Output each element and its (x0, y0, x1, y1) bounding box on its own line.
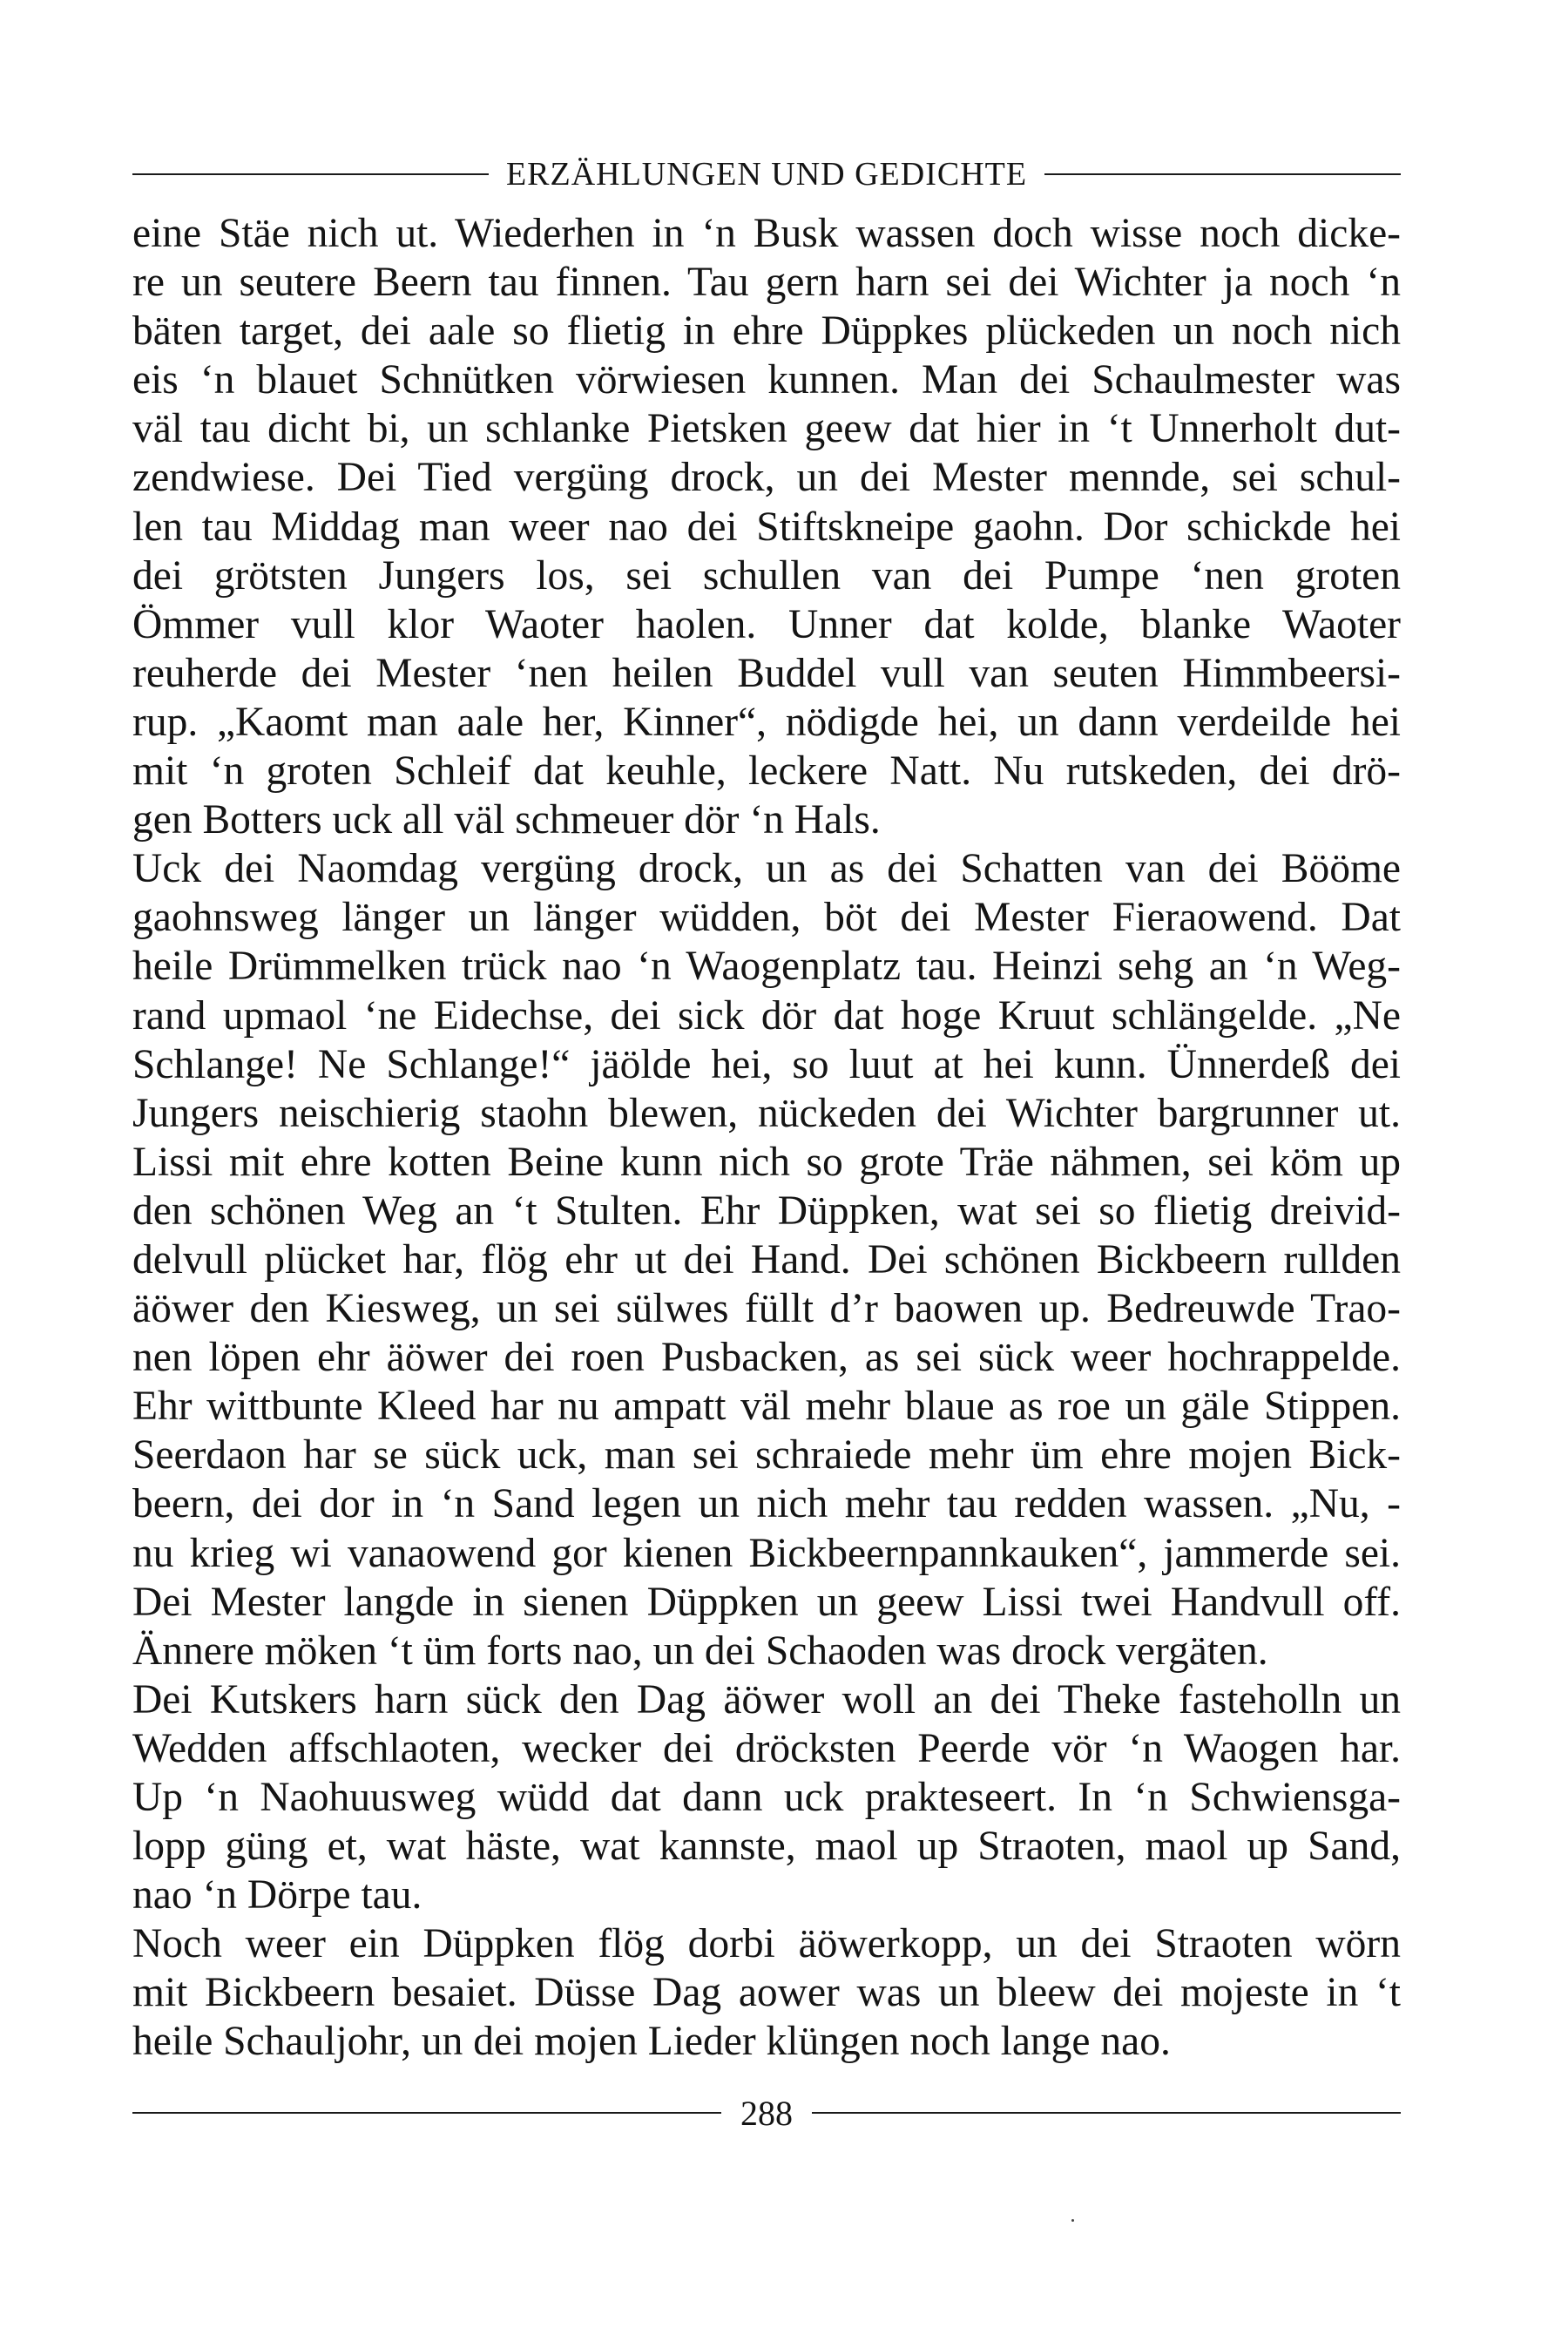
text-line: den schönen Weg an ‘t Stulten. Ehr Düppken, wat sei so flietig dreivid- (132, 1188, 1401, 1234)
text-line: Noch weer ein Düppken flög dorbi äöwerkopp, un dei Straoten wörn (132, 1921, 1401, 1967)
text-line: bäten target, dei aale so flietig in ehre Düppkes plückeden un noch nich (132, 308, 1401, 355)
body-text (132, 209, 1401, 2067)
text-line: Up ‘n Naohuusweg wüdd dat dann uck prakteseert. In ‘n Schwiensga- (132, 1775, 1401, 1820)
text-line: äöwer den Kiesweg, un sei sülwes füllt d’r baowen up. Bedreuwde Trao- (132, 1286, 1401, 1332)
text-line: väl tau dicht bi, un schlanke Pietsken geew dat hier in ‘t Unnerholt dut- (132, 406, 1401, 452)
text-line: gaohnsweg länger un länger wüdden, böt dei Mester Fieraowend. Dat (132, 895, 1401, 941)
text-line: Jungers neischierig staohn blewen, nückeden dei Wichter bargrunner ut. (132, 1090, 1401, 1136)
text-line: dei grötsten Jungers los, sei schullen van dei Pumpe ‘nen groten (132, 552, 1401, 599)
text-line: mit Bickbeern besaiet. Düsse Dag aower was un bleew dei mojeste in ‘t (132, 1970, 1401, 2016)
text-line: gen Botters uck all väl schmeuer dör ‘n Hals. (132, 797, 881, 843)
text-line: beern, dei dor in ‘n Sand legen un nich mehr tau redden wassen. „Nu, - (132, 1481, 1401, 1527)
text-line: eis ‘n blauet Schnütken vörwiesen kunnen. Man dei Schaulmester was (132, 357, 1401, 403)
text-line: Wedden affschlaoten, wecker dei dröcksten Peerde vör ‘n Waogen har. (132, 1725, 1401, 1771)
text-line: rup. „Kaomt man aale her, Kinner“, nödigde hei, un dann verdeilde hei (132, 699, 1401, 745)
text-line: nen löpen ehr äöwer dei roen Pusbacken, as sei sück weer hochrappelde. (132, 1335, 1401, 1381)
paper-speck (1071, 2219, 1074, 2222)
page-footer (132, 2087, 1401, 2139)
running-header (132, 148, 1401, 200)
text-line: Ömmer vull klor Waoter haolen. Unner dat kolde, blanke Waoter (132, 601, 1401, 647)
text-line: heile Drümmelken trück nao ‘n Waogenplatz tau. Heinzi sehg an ‘n Weg- (132, 944, 1401, 990)
text-line: rand upmaol ‘ne Eidechse, dei sick dör dat hoge Kruut schlängelde. „Ne (132, 992, 1401, 1039)
header-rule-right (1044, 173, 1401, 175)
text-line: mit ‘n groten Schleif dat keuhle, leckere Natt. Nu rutskeden, dei drö- (132, 748, 1401, 795)
header-rule-left (132, 173, 489, 175)
text-line: Seerdaon har se sück uck, man sei schraiede mehr üm ehre mojen Bick- (132, 1432, 1401, 1479)
text-line: nu krieg wi vanaowend gor kienen Bickbeernpannkauken“, jammerde sei. (132, 1530, 1401, 1576)
page-number: 288 (740, 2093, 793, 2133)
text-line: Dei Mester langde in sienen Düppken un geew Lissi twei Handvull off. (132, 1579, 1401, 1625)
text-line: len tau Middag man weer nao dei Stiftskneipe gaohn. Dor schickde hei (132, 504, 1401, 550)
text-line: Lissi mit ehre kotten Beine kunn nich so grote Träe nähmen, sei köm up (132, 1139, 1401, 1185)
footer-rule-left (132, 2112, 721, 2114)
text-line: Ehr wittbunte Kleed har nu ampatt väl mehr blaue as roe un gäle Stippen. (132, 1384, 1401, 1430)
footer-rule-right (812, 2112, 1401, 2114)
text-line: zendwiese. Dei Tied vergüng drock, un dei Mester mennde, sei schul- (132, 455, 1401, 501)
text-line: lopp güng et, wat häste, wat kannste, maol up Straoten, maol up Sand, (132, 1824, 1401, 1870)
text-line: delvull plücket har, flög ehr ut dei Hand. Dei schönen Bickbeern rullden (132, 1236, 1401, 1283)
text-line: eine Stäe nich ut. Wiederhen in ‘n Busk wassen doch wisse noch dicke- (132, 211, 1401, 256)
text-line: Schlange! Ne Schlange!“ jäölde hei, so luut at hei kunn. Ünnerdeß dei (132, 1041, 1401, 1087)
header-title: ERZÄHLUNGEN UND GEDICHTE (505, 156, 1028, 193)
text-line: Dei Kutskers harn sück den Dag äöwer woll an dei Theke fasteholln un (132, 1676, 1401, 1722)
text-line: nao ‘n Dörpe tau. (132, 1872, 422, 1919)
text-line: Uck dei Naomdag vergüng drock, un as dei Schatten van dei Bööme (132, 846, 1401, 892)
text-line: re un seutere Beern tau finnen. Tau gern harn sei dei Wichter ja noch ‘n (132, 260, 1401, 306)
text-line: Ännere möken ‘t üm forts nao, un dei Schaoden was drock vergäten. (132, 1628, 1268, 1674)
text-line: heile Schauljohr, un dei mojen Lieder klüngen noch lange nao. (132, 2019, 1171, 2065)
text-line: reuherde dei Mester ‘nen heilen Buddel vull van seuten Himmbeersi- (132, 650, 1401, 696)
